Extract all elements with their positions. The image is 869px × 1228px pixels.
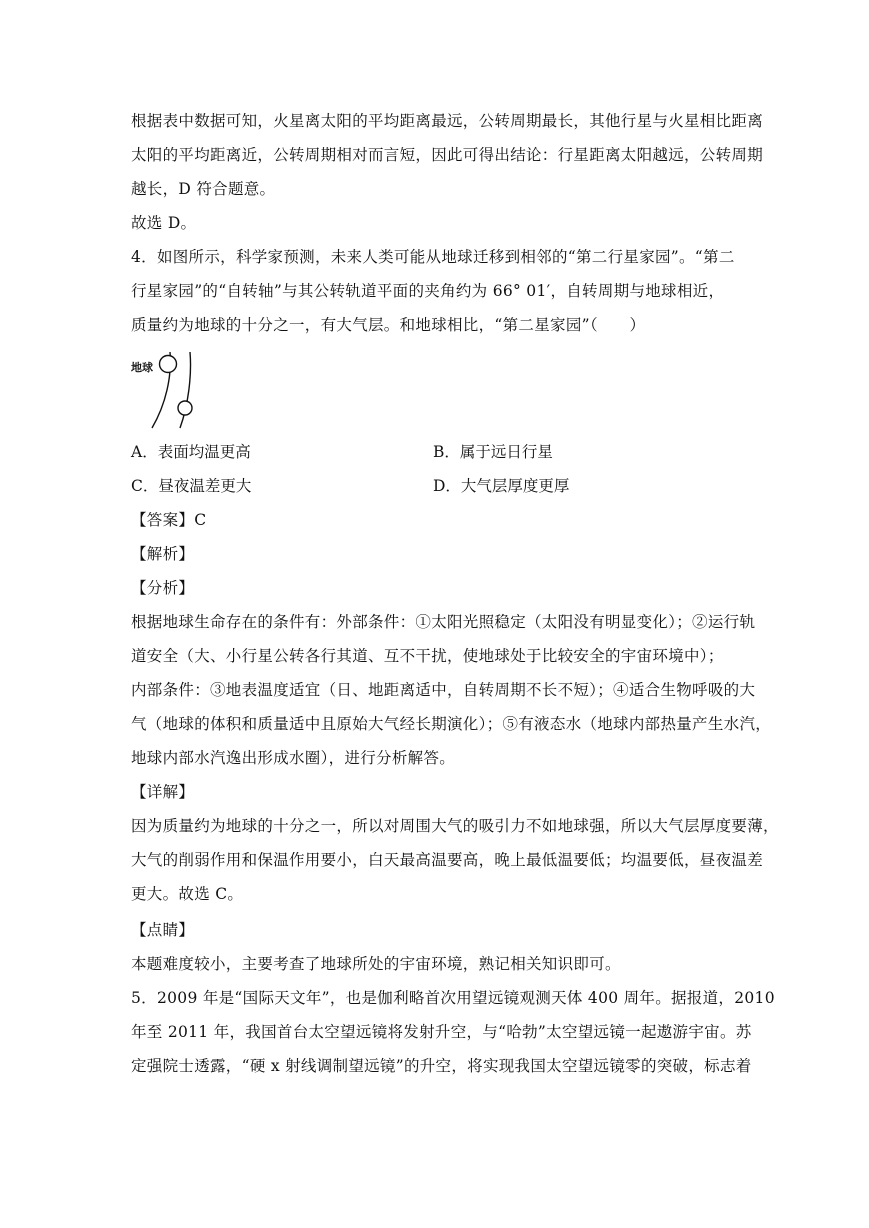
paragraph-line: 根据表中数据可知，火星离太阳的平均距离最远，公转周期最长，其他行星与火星相比距离 bbox=[131, 112, 764, 130]
analysis-heading: 【解析】 bbox=[131, 545, 195, 563]
question-5-text: 5．2009 年是“国际天文年”，也是伽利略首次用望远镜观测天体 400 周年。据报道，2010 bbox=[131, 989, 775, 1007]
option-d: D．大气层厚度更厚 bbox=[433, 477, 570, 495]
question-4-text: 质量约为地球的十分之一，有大气层。和地球相比，“第二星家园”（ ） bbox=[131, 316, 646, 334]
fenxi-heading: 【分析】 bbox=[131, 579, 195, 597]
earth-circle bbox=[160, 356, 177, 373]
earth-label: 地球 bbox=[131, 361, 153, 374]
fenxi-line: 根据地球生命存在的条件有：外部条件：①太阳光照稳定（太阳没有明显变化）；②运行轨 bbox=[131, 613, 756, 631]
dianjing-line: 本题难度较小，主要考查了地球所处的宇宙环境，熟记相关知识即可。 bbox=[131, 955, 621, 973]
xiangjie-line: 因为质量约为地球的十分之一，所以对周围大气的吸引力不如地球强，所以大气层厚度要薄， bbox=[131, 817, 779, 835]
question-4-text: 4．如图所示，科学家预测，未来人类可能从地球迁移到相邻的“第二行星家园”。“第二 bbox=[131, 248, 735, 266]
option-a: A．表面均温更高 bbox=[131, 443, 251, 461]
orbit-figure bbox=[128, 346, 208, 430]
second-planet-orbit bbox=[180, 352, 191, 428]
fenxi-line: 内部条件：③地表温度适宜（日、地距离适中，自转周期不长不短）；④适合生物呼吸的大 bbox=[131, 681, 756, 699]
option-b: B．属于远日行星 bbox=[433, 443, 553, 461]
xiangjie-line: 更大。故选 C。 bbox=[131, 885, 244, 903]
xiangjie-heading: 【详解】 bbox=[131, 783, 195, 801]
option-c: C．昼夜温差更大 bbox=[131, 477, 252, 495]
question-5-text: 定强院士透露，“硬 x 射线调制望远镜”的升空，将实现我国太空望远镜零的突破，标志着 bbox=[131, 1057, 752, 1075]
answer-label: 【答案】C bbox=[131, 511, 207, 529]
fenxi-line: 气（地球的体积和质量适中且原始大气经长期演化）；⑤有液态水（地球内部热量产生水汽， bbox=[131, 715, 772, 733]
paragraph-line: 太阳的平均距离近，公转周期相对而言短，因此可得出结论：行星距离太阳越远，公转周期 bbox=[131, 146, 764, 164]
fenxi-line: 地球内部水汽逸出形成水圈），进行分析解答。 bbox=[131, 749, 456, 767]
question-5-text: 年至 2011 年，我国首台太空望远镜将发射升空，与“哈勃”太空望远镜一起遨游宇宙。苏 bbox=[131, 1023, 752, 1041]
paragraph-line: 越长，D 符合题意。 bbox=[131, 180, 276, 198]
second-planet-circle bbox=[178, 401, 192, 415]
question-4-text: 行星家园”的“自转轴”与其公转轨道平面的夹角约为 66° 01′，自转周期与地球相近， bbox=[131, 282, 725, 300]
dianjing-heading: 【点睛】 bbox=[131, 921, 195, 939]
xiangjie-line: 大气的削弱作用和保温作用要小，白天最高温要高，晚上最低温要低；均温要低，昼夜温差 bbox=[131, 851, 764, 869]
answer-conclusion: 故选 D。 bbox=[131, 214, 197, 232]
fenxi-line: 道安全（大、小行星公转各行其道、互不干扰，使地球处于比较安全的宇宙环境中）； bbox=[131, 647, 724, 665]
